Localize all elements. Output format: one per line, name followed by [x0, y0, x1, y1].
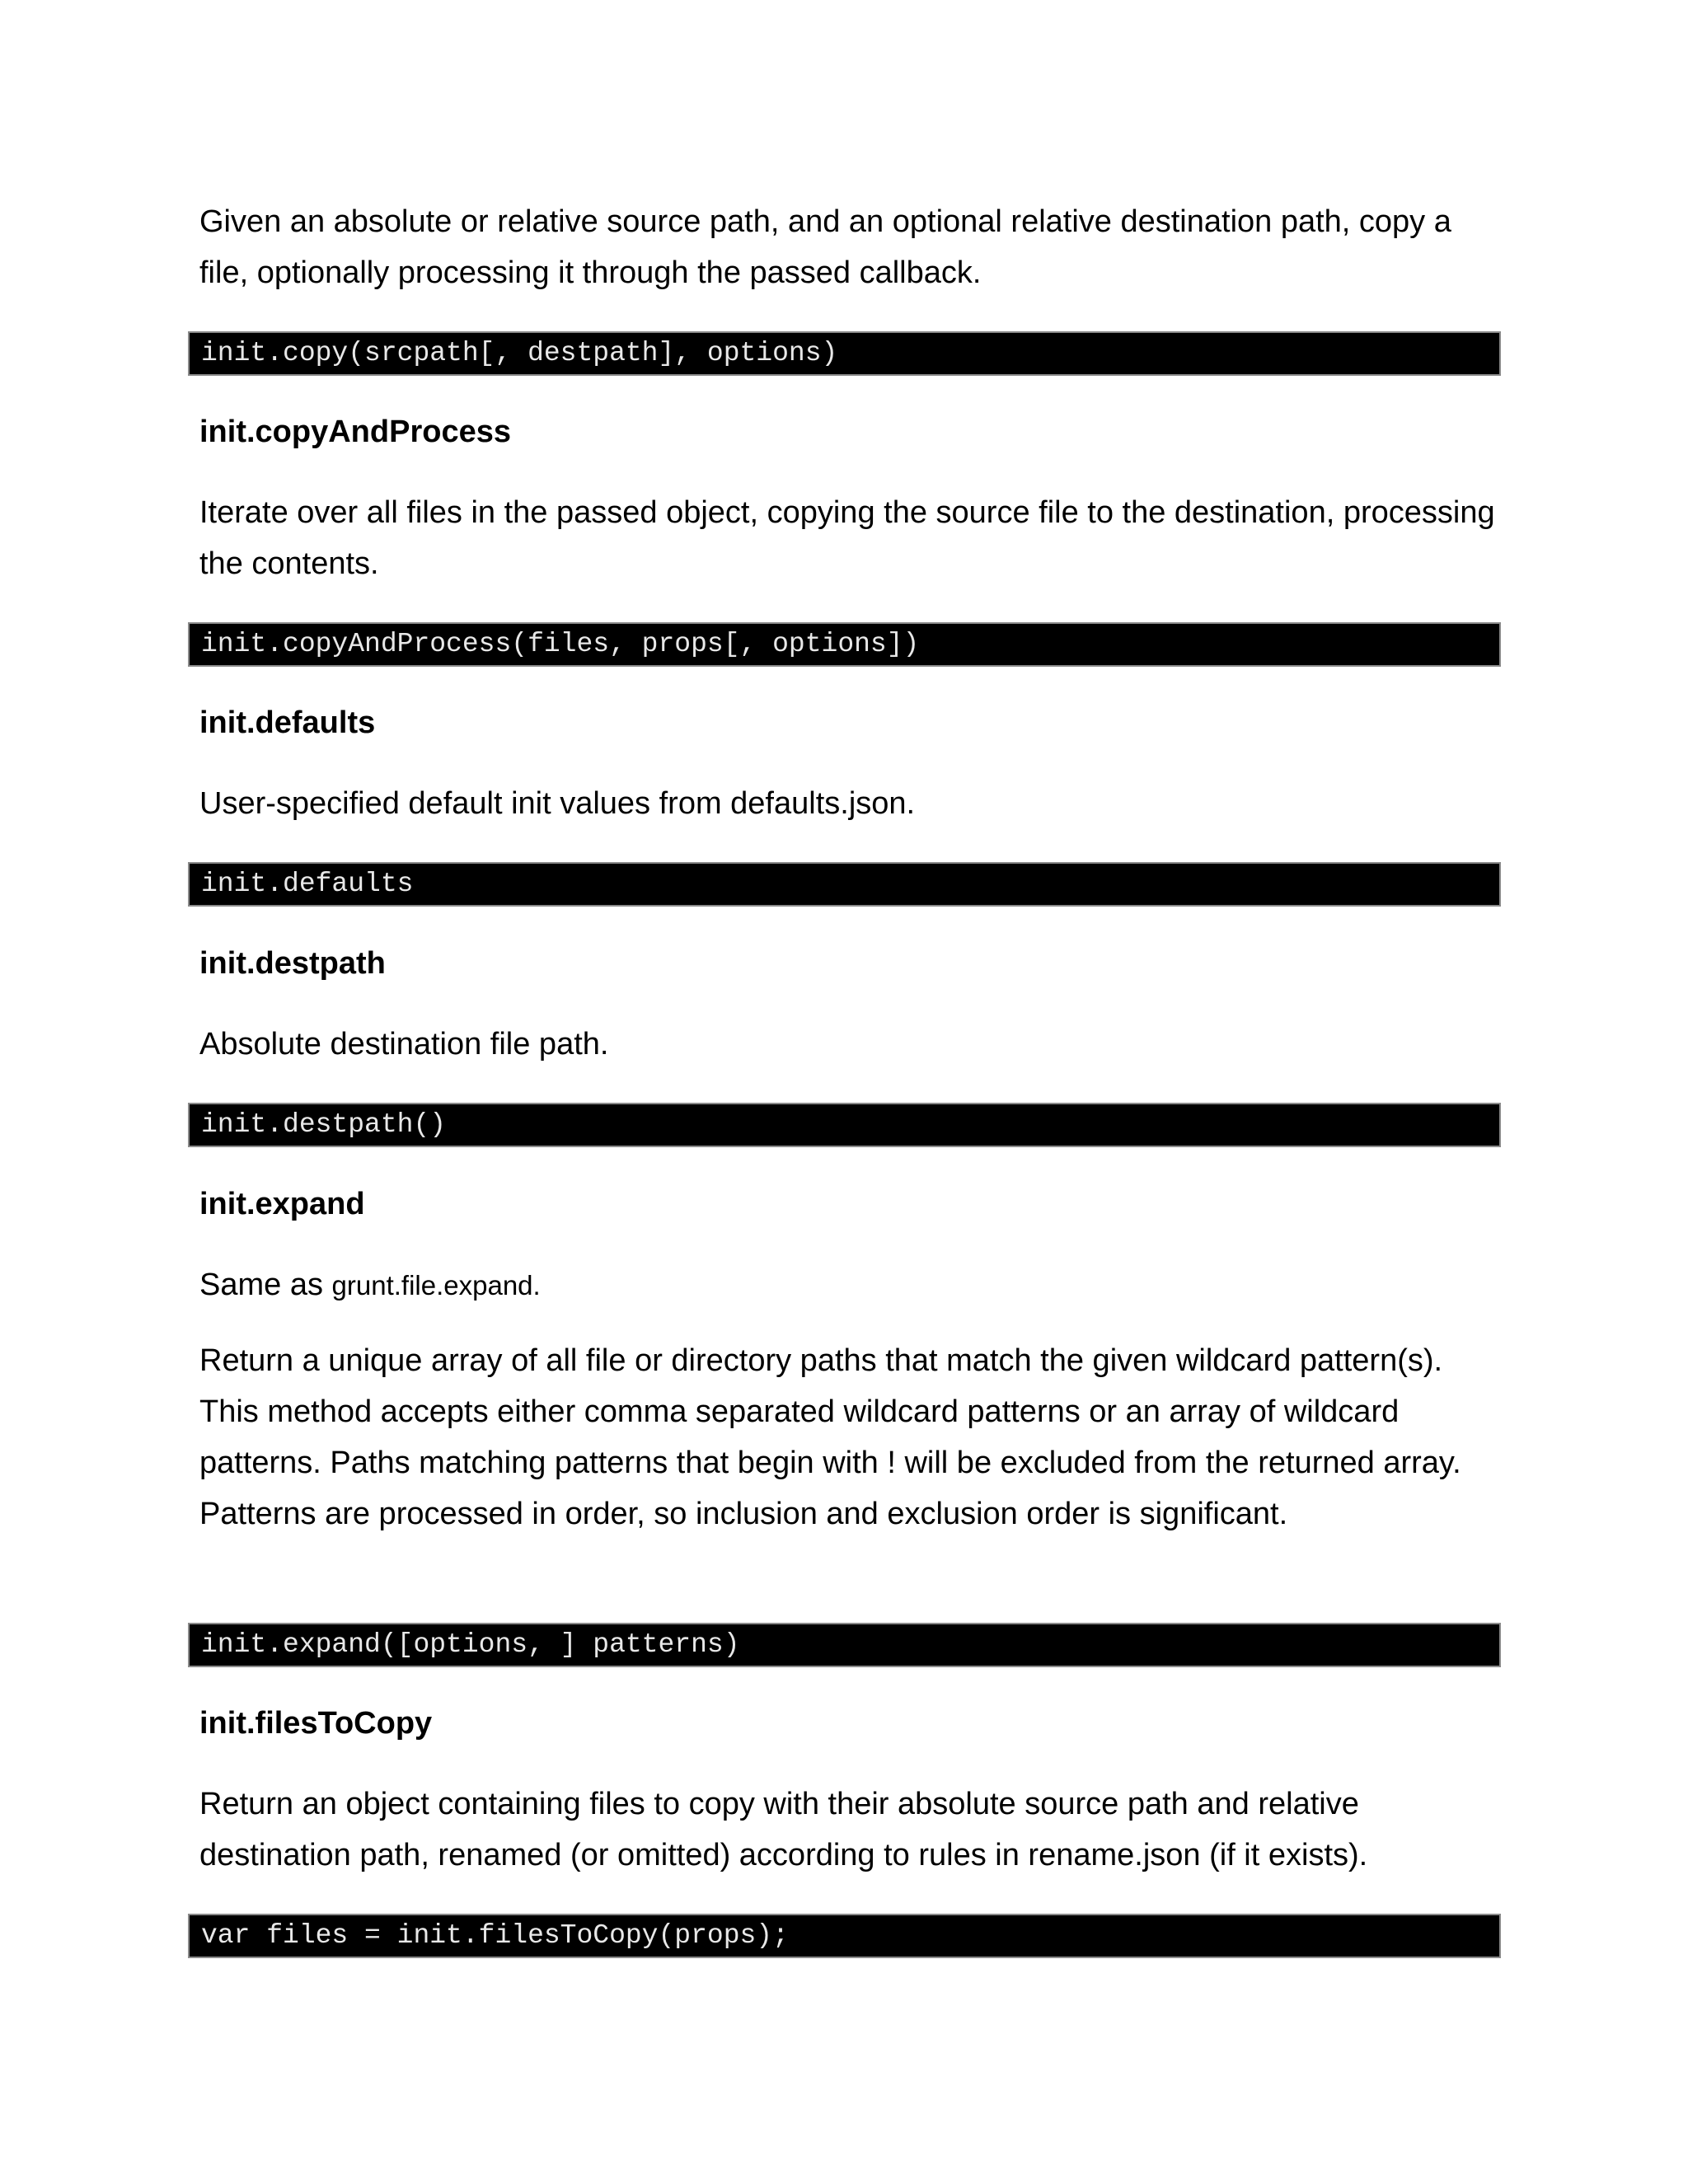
filestocopy-code-block: var files = init.filesToCopy(props); [188, 1914, 1501, 1958]
destpath-code-block: init.destpath() [188, 1103, 1501, 1147]
destpath-heading: init.destpath [199, 946, 386, 981]
same-as-prefix: Same as [199, 1268, 332, 1302]
expand-code-block: init.expand([options, ] patterns) [188, 1623, 1501, 1667]
expand-description: Return a unique array of all file or directory paths that match the given wildcard pattern(s). This method accepts either comma separated wildcard patterns or an array of wildcard patterns. Paths matching patterns that begin with ! will be excluded from the returned array. Patterns are processed in order, so inclusion and exclusion order is significant. [199, 1343, 1461, 1531]
defaults-description: User-specified default init values from defaults.json. [199, 786, 916, 821]
destpath-description: Absolute destination file path. [199, 1027, 609, 1062]
defaults-heading: init.defaults [199, 705, 376, 740]
same-as-reference: grunt.file.expand. [331, 1270, 541, 1301]
copyandprocess-description: Iterate over all files in the passed object, copying the source file to the destination, processing the contents. [199, 495, 1495, 581]
defaults-code-block: init.defaults [188, 862, 1501, 907]
filestocopy-heading: init.filesToCopy [199, 1706, 433, 1741]
copy-description: Given an absolute or relative source path, and an optional relative destination path, copy a file, optionally processing it through the passed callback. [199, 204, 1451, 290]
expand-same-as [199, 1259, 1502, 1311]
copyandprocess-heading: init.copyAndProcess [199, 415, 511, 449]
copy-code-block: init.copy(srcpath[, destpath], options) [188, 331, 1501, 376]
copyandprocess-code-block: init.copyAndProcess(files, props[, options]) [188, 622, 1501, 667]
expand-heading: init.expand [199, 1187, 365, 1221]
filestocopy-description: Return an object containing files to copy with their absolute source path and relative destination path, renamed (or omitted) according to rules in rename.json (if it exists). [199, 1787, 1368, 1872]
